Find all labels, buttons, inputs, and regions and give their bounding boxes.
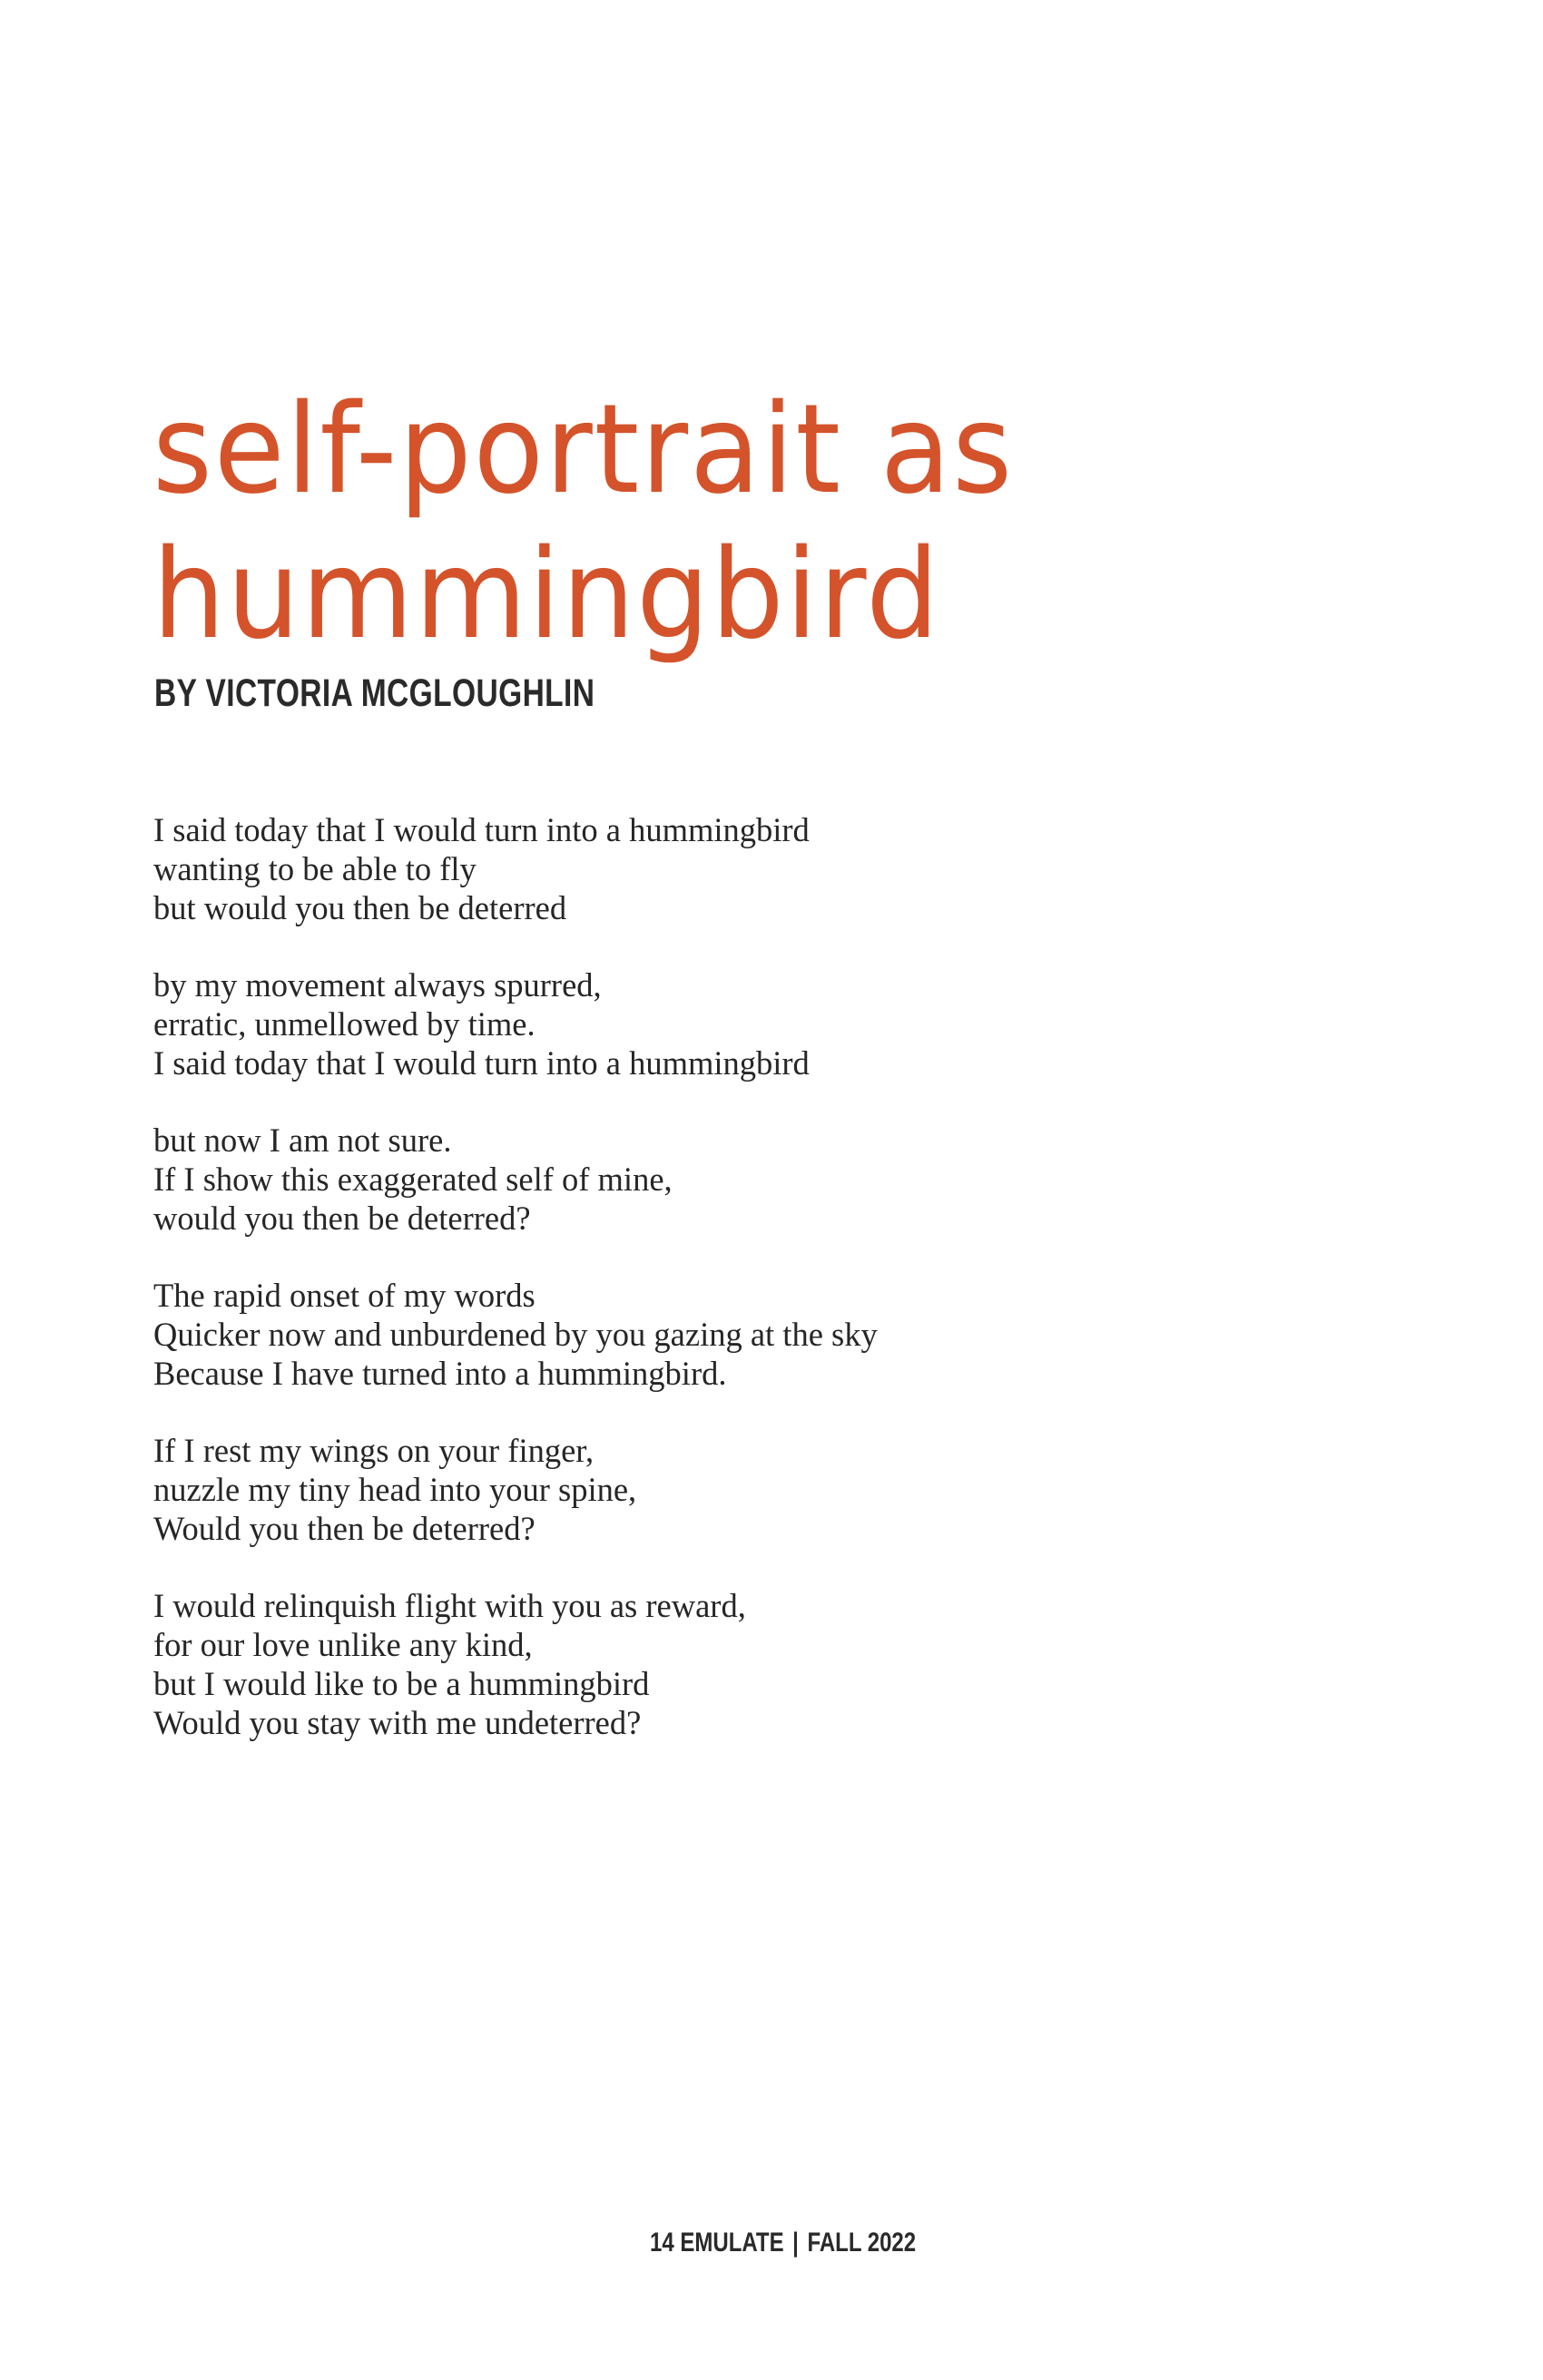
stanza-2 bbox=[153, 965, 1243, 1082]
poem-line: Would you then be deterred? bbox=[153, 1510, 536, 1547]
stanza-5 bbox=[153, 1431, 1243, 1548]
page-number-magazine: 14 EMULATE bbox=[650, 2228, 784, 2258]
poem-title-line-2: hummingbird bbox=[152, 524, 941, 667]
stanza-1 bbox=[153, 810, 1243, 927]
issue-label: FALL 2022 bbox=[807, 2228, 917, 2258]
poem-line: but would you then be deterred bbox=[153, 889, 567, 926]
stanza-4 bbox=[153, 1276, 1243, 1393]
poem-line: If I rest my wings on your finger, bbox=[153, 1432, 595, 1469]
poem-line: wanting to be able to fly bbox=[153, 850, 477, 887]
poem-body bbox=[153, 810, 1243, 1780]
poem-line: I said today that I would turn into a hummingbird bbox=[153, 1044, 810, 1082]
poem-title bbox=[152, 377, 1332, 668]
footer-separator: | bbox=[792, 2228, 799, 2258]
poem-line: I said today that I would turn into a hummingbird bbox=[153, 811, 810, 848]
poem-line: Quicker now and unburdened by you gazing at the sky bbox=[153, 1316, 878, 1353]
poem-line: erratic, unmellowed by time. bbox=[153, 1005, 536, 1043]
poem-line: but now I am not sure. bbox=[153, 1121, 452, 1159]
stanza-3 bbox=[153, 1121, 1243, 1238]
poem-line: would you then be deterred? bbox=[153, 1200, 531, 1237]
poem-line: nuzzle my tiny head into your spine, bbox=[153, 1471, 637, 1508]
poem-line: Because I have turned into a hummingbird. bbox=[153, 1355, 727, 1392]
poem-line: If I show this exaggerated self of mine, bbox=[153, 1161, 673, 1198]
poem-line: Would you stay with me undeterred? bbox=[153, 1704, 642, 1741]
stanza-6 bbox=[153, 1586, 1243, 1742]
poem-line: The rapid onset of my words bbox=[153, 1277, 536, 1314]
poem-line: I would relinquish flight with you as reward, bbox=[153, 1587, 746, 1624]
poem-line: but I would like to be a hummingbird bbox=[153, 1665, 650, 1702]
poem-line: by my movement always spurred, bbox=[153, 966, 602, 1004]
poem-title-line-1: self-portrait as bbox=[152, 378, 1014, 522]
author-byline: BY VICTORIA MCGLOUGHLIN bbox=[154, 671, 595, 715]
poem-line: for our love unlike any kind, bbox=[153, 1626, 533, 1663]
page-footer bbox=[650, 2225, 916, 2261]
